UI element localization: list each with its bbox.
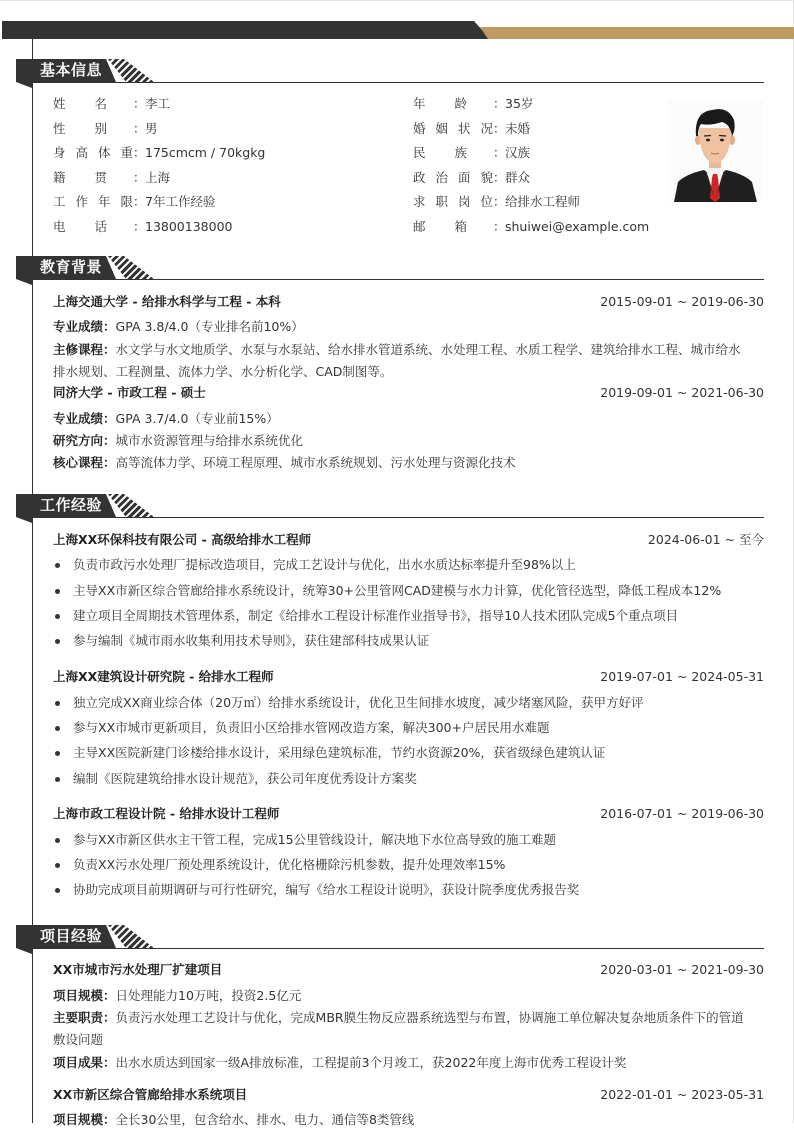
project-detail: 项目规模：全长30公里，包含给水、排水、电力、通信等8类管线 bbox=[53, 1112, 415, 1127]
education-detail: 专业成绩：GPA 3.8/4.0（专业排名前10%） bbox=[53, 319, 304, 334]
info-value: 给排水工程师 bbox=[505, 194, 581, 209]
section-rule bbox=[32, 517, 764, 518]
education-detail: 研究方向：城市水资源管理与给排水系统优化 bbox=[53, 433, 304, 448]
info-label: 电 话 bbox=[53, 219, 107, 234]
project-detail-continued: 敷设问题 bbox=[53, 1032, 104, 1047]
stripes-decoration-icon bbox=[108, 256, 154, 279]
job-dates: 2024-06-01 ~ 至今 bbox=[647, 532, 764, 547]
avatar-portrait-icon bbox=[668, 100, 763, 202]
education-title: 上海交通大学 - 给排水科学与工程 - 本科 bbox=[53, 294, 281, 309]
section-header-projects bbox=[16, 925, 764, 953]
education-dates: 2019-09-01 ~ 2021-06-30 bbox=[600, 385, 764, 400]
job-bullet: 参与XX市新区供水主干管工程，完成15公里管线设计，解决地下水位高导致的施工难题 bbox=[53, 829, 764, 851]
education-detail: 主修课程：水文学与水文地质学、水泵与水泵站、给水排水管道系统、水处理工程、水质工程学、建筑给排水工程、城市给水 bbox=[53, 342, 741, 357]
info-label: 邮 箱 bbox=[413, 219, 467, 234]
info-row-ethnicity: 民 族 ： 汉族 bbox=[413, 145, 531, 160]
project-detail: 项目成果：出水水质达到国家一级A排放标准，工程提前3个月竣工，获2022年度上海市优秀工程设计奖 bbox=[53, 1055, 627, 1070]
education-detail: 核心课程：高等流体力学、环境工程原理、城市水系统规划、污水处理与资源化技术 bbox=[53, 455, 516, 470]
info-value: 李工 bbox=[145, 96, 171, 111]
job-bullet: 主导XX医院新建门诊楼给排水设计，采用绿色建筑标准，节约水资源20%，获省级绿色建筑认证 bbox=[53, 742, 764, 764]
info-row-marital-status: 婚 姻 状 况 ： 未婚 bbox=[413, 121, 531, 136]
job-bullet: 独立完成XX商业综合体（20万㎡）给排水系统设计，优化卫生间排水坡度，减少堵塞风险，获甲方好评 bbox=[53, 692, 764, 714]
info-label: 婚 姻 状 况 bbox=[413, 121, 493, 136]
education-detail: 专业成绩：GPA 3.7/4.0（专业前15%） bbox=[53, 411, 279, 426]
info-row-hometown: 籍 贯 ： 上海 bbox=[53, 170, 171, 185]
section-header-work bbox=[16, 494, 764, 522]
info-value: 未婚 bbox=[505, 121, 531, 136]
job-dates: 2019-07-01 ~ 2024-05-31 bbox=[600, 669, 764, 684]
info-value: 男 bbox=[145, 121, 158, 136]
info-value: 7年工作经验 bbox=[145, 194, 216, 209]
project-title: XX市城市污水处理厂扩建项目 bbox=[53, 962, 223, 977]
project-title: XX市新区综合管廊给排水系统项目 bbox=[53, 1087, 248, 1102]
section-rule bbox=[32, 279, 764, 280]
info-value: 上海 bbox=[145, 170, 171, 185]
project-dates: 2020-03-01 ~ 2021-09-30 bbox=[600, 962, 764, 977]
top-banner-gold bbox=[480, 27, 794, 39]
section-rule bbox=[32, 82, 764, 83]
page-top-edge bbox=[0, 0, 794, 1]
info-label: 身 高 体 重 bbox=[53, 145, 133, 160]
job-bullet: 编制《医院建筑给排水设计规范》，获公司年度优秀设计方案奖 bbox=[53, 768, 764, 790]
section-title: 项目经验 bbox=[40, 927, 103, 945]
education-title: 同济大学 - 市政工程 - 硕士 bbox=[53, 385, 206, 400]
info-label: 工 作 年 限 bbox=[53, 194, 133, 209]
section-tab-fold bbox=[16, 948, 32, 954]
info-row-email: 邮 箱 ： shuiwei@example.com bbox=[413, 219, 650, 234]
section-title: 工作经验 bbox=[40, 496, 103, 514]
project-detail: 主要职责：负责污水处理工艺设计与优化，完成MBR膜生物反应器系统选型与布置，协调施工单位解决复杂地质条件下的管道 bbox=[53, 1010, 744, 1025]
stripes-decoration-icon bbox=[108, 59, 154, 82]
left-vertical-rule bbox=[32, 39, 33, 1123]
info-value: 13800138000 bbox=[145, 219, 233, 234]
info-label: 政 治 面 貌 bbox=[413, 170, 493, 185]
section-rule bbox=[32, 948, 764, 949]
info-value: 汉族 bbox=[505, 145, 531, 160]
project-detail: 项目规模：日处理能力10万吨，投资2.5亿元 bbox=[53, 988, 302, 1003]
info-row-phone: 电 话 ： 13800138000 bbox=[53, 219, 233, 234]
info-label: 性 别 bbox=[53, 121, 107, 136]
section-header-education bbox=[16, 256, 764, 284]
info-row-height-weight: 身 高 体 重 ： 175cmcm / 70kgkg bbox=[53, 145, 266, 160]
section-tab-fold bbox=[16, 517, 32, 523]
info-label: 籍 贯 bbox=[53, 170, 107, 185]
section-title: 教育背景 bbox=[40, 258, 103, 276]
top-banner-dark bbox=[2, 21, 490, 39]
education-detail-continued: 排水规划、工程测量、流体力学、水分析化学、CAD制图等。 bbox=[53, 364, 393, 379]
info-value: 175cmcm / 70kgkg bbox=[145, 145, 266, 160]
section-tab-fold bbox=[16, 82, 32, 88]
info-label: 姓 名 bbox=[53, 96, 107, 111]
job-bullet: 参与编制《城市雨水收集利用技术导则》，获住建部科技成果认证 bbox=[53, 630, 764, 652]
job-bullet: 建立项目全周期技术管理体系，制定《给排水工程设计标准作业指导书》，指导10人技术团队完成5个重点项目 bbox=[53, 605, 764, 627]
info-row-name: 姓 名 ： 李工 bbox=[53, 96, 171, 111]
info-row-political-status: 政 治 面 貌 ： 群众 bbox=[413, 170, 531, 185]
stripes-decoration-icon bbox=[108, 494, 154, 517]
info-row-experience-years: 工 作 年 限 ： 7年工作经验 bbox=[53, 194, 216, 209]
job-title: 上海XX环保科技有限公司 - 高级给排水工程师 bbox=[53, 532, 312, 547]
info-value: 群众 bbox=[505, 170, 531, 185]
info-label: 民 族 bbox=[413, 145, 467, 160]
stripes-decoration-icon bbox=[108, 925, 154, 948]
info-label: 年 龄 bbox=[413, 96, 467, 111]
info-row-gender: 性 别 ： 男 bbox=[53, 121, 158, 136]
job-bullet: 参与XX市城市更新项目，负责旧小区给排水管网改造方案，解决300+户居民用水难题 bbox=[53, 717, 764, 739]
job-bullet: 协助完成项目前期调研与可行性研究，编写《给水工程设计说明》，获设计院季度优秀报告奖 bbox=[53, 879, 764, 901]
info-label: 求 职 岗 位 bbox=[413, 194, 493, 209]
info-value: shuiwei@example.com bbox=[505, 219, 650, 234]
section-title: 基本信息 bbox=[40, 61, 103, 79]
education-dates: 2015-09-01 ~ 2019-06-30 bbox=[600, 294, 764, 309]
project-dates: 2022-01-01 ~ 2023-05-31 bbox=[600, 1087, 764, 1102]
section-tab-fold bbox=[16, 279, 32, 285]
job-title: 上海市政工程设计院 - 给排水设计工程师 bbox=[53, 806, 280, 821]
job-bullet: 主导XX市新区综合管廊给排水系统设计，统筹30+公里管网CAD建模与水力计算，优化管径选型，降低工程成本12% bbox=[53, 580, 764, 602]
avatar bbox=[668, 100, 763, 202]
info-value: 35岁 bbox=[505, 96, 534, 111]
info-row-age: 年 龄 ： 35岁 bbox=[413, 96, 534, 111]
info-row-target-position: 求 职 岗 位 ： 给排水工程师 bbox=[413, 194, 581, 209]
job-bullet: 负责XX污水处理厂预处理系统设计，优化格栅除污机参数，提升处理效率15% bbox=[53, 854, 764, 876]
job-title: 上海XX建筑设计研究院 - 给排水工程师 bbox=[53, 669, 274, 684]
section-header-basic-info bbox=[16, 59, 764, 87]
job-dates: 2016-07-01 ~ 2019-06-30 bbox=[600, 806, 764, 821]
job-bullet: 负责市政污水处理厂提标改造项目，完成工艺设计与优化，出水水质达标率提升至98%以上 bbox=[53, 554, 764, 576]
